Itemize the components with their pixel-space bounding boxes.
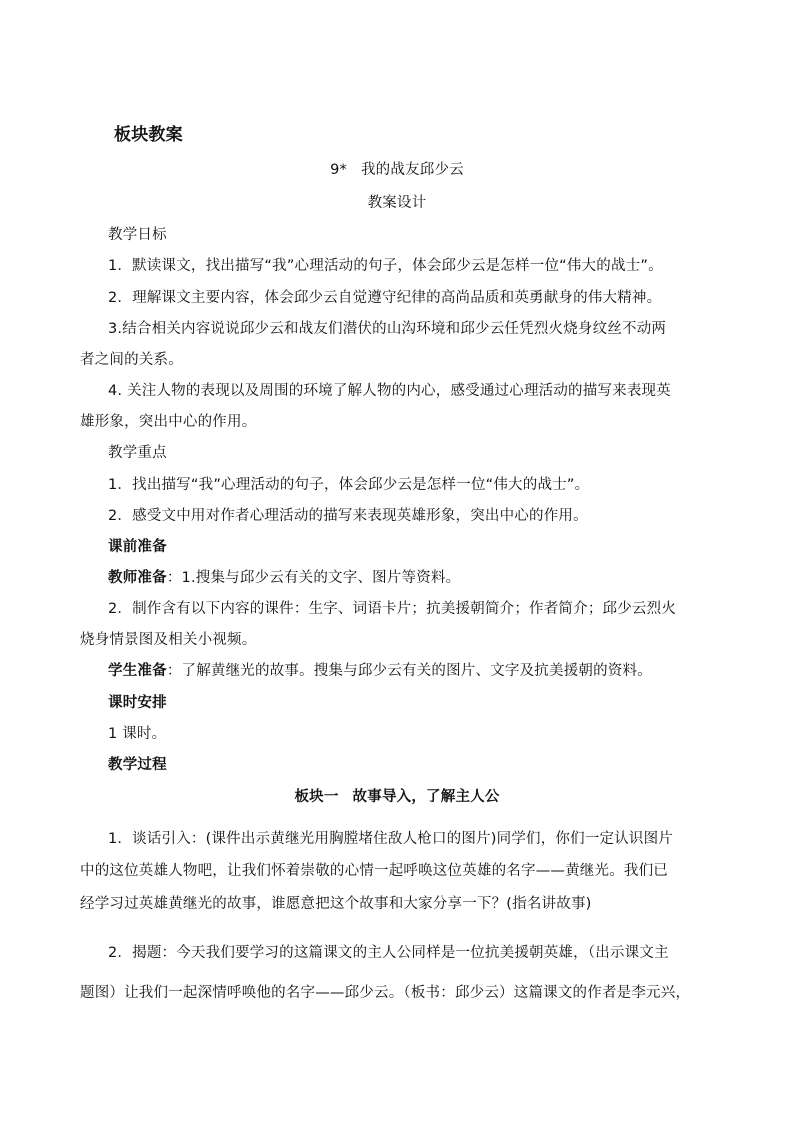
student-preparation-text: ：了解黄继光的故事。搜集与邱少云有关的图片、文字及抗美援朝的资料。 xyxy=(166,663,652,679)
process-paragraph: 1．谈话引入：(课件出示黄继光用胸膛堵住敌人枪口的图片)同学们，你们一定认识图片 xyxy=(108,831,674,847)
process-paragraph-continued: 题图）让我们一起深情呼唤他的名字——邱少云。（板书：邱少云）这篇课文的作者是李元兴， xyxy=(80,985,691,1001)
objective-item: 2．理解课文主要内容，体会邱少云自觉遵守纪律的高尚品质和英勇献身的伟大精神。 xyxy=(108,290,662,306)
objective-item-continued: 雄形象，突出中心的作用。 xyxy=(80,414,257,430)
schedule-text: 1 课时。 xyxy=(108,726,167,742)
teacher-preparation-label: 教师准备 xyxy=(108,570,167,586)
lesson-title-line xyxy=(0,160,794,180)
teacher-preparation-item-continued: 烧身情景图及相关小视频。 xyxy=(80,632,257,648)
teacher-preparation-item: 2．制作含有以下内容的课件：生字、词语卡片；抗美援朝简介；作者简介；邱少云烈火 xyxy=(108,601,677,617)
process-heading: 教学过程 xyxy=(108,757,167,773)
teacher-preparation-text: ：1.搜集与邱少云有关的文字、图片等资料。 xyxy=(166,570,461,586)
block-title: 故事导入，了解主人公 xyxy=(352,789,500,805)
lesson-subtitle: 教案设计 xyxy=(367,195,427,211)
objective-item-continued: 者之间的关系。 xyxy=(80,352,183,368)
student-preparation-label: 学生准备 xyxy=(108,663,167,679)
teacher-preparation xyxy=(108,568,460,588)
objective-item: 4. 关注人物的表现以及周围的环境了解人物的内心，感受通过心理活动的描写来表现英 xyxy=(108,383,671,399)
schedule-heading: 课时安排 xyxy=(108,695,167,711)
preparation-heading: 课前准备 xyxy=(108,539,167,555)
process-paragraph-continued: 中的这位英雄人物吧，让我们怀着崇敬的心情一起呼唤这位英雄的名字——黄继光。我们已 xyxy=(80,863,668,879)
process-paragraph: 2．揭题：今天我们要学习的这篇课文的主人公同样是一位抗美援朝英雄，（出示课文主 xyxy=(108,945,669,961)
lesson-number: 9* xyxy=(330,162,347,178)
key-points-heading: 教学重点 xyxy=(108,445,167,461)
block-label: 板块一 xyxy=(294,789,339,805)
section-title: 板块教案 xyxy=(114,125,183,145)
lesson-title: 我的战友邱少云 xyxy=(360,162,464,178)
student-preparation xyxy=(108,661,652,681)
key-point-item: 1．找出描写“我”心理活动的句子，体会邱少云是怎样一位“伟大的战士”。 xyxy=(108,477,590,493)
key-point-item: 2．感受文中用对作者心理活动的描写来表现英雄形象，突出中心的作用。 xyxy=(108,508,588,524)
block-heading xyxy=(0,787,794,807)
objective-item: 3.结合相关内容说说邱少云和战友们潜伏的山沟环境和邱少云任凭烈火烧身纹丝不动两 xyxy=(108,321,667,337)
objective-item: 1．默读课文，找出描写“我”心理活动的句子，体会邱少云是怎样一位“伟大的战士”。 xyxy=(108,258,663,274)
objectives-heading: 教学日标 xyxy=(108,227,167,243)
process-paragraph-continued: 经学习过英雄黄继光的故事，谁愿意把这个故事和大家分享一下？(指名讲故事) xyxy=(80,896,592,912)
